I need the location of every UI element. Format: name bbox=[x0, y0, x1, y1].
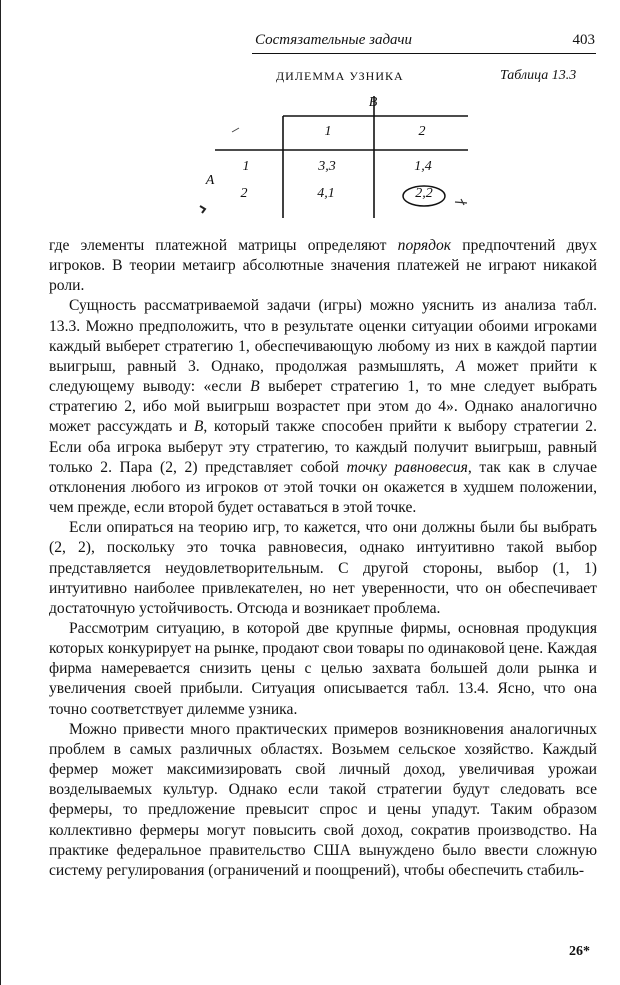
text-run: предпочтений двух игроков. В теории метаигр абсолютные значения платежей не играют никакой роли. bbox=[49, 237, 597, 295]
table-label: Таблица 13.3 bbox=[500, 68, 577, 83]
col-header: 1 bbox=[324, 124, 332, 139]
pencil-mark bbox=[455, 199, 467, 205]
payoff-cell: 3,3 bbox=[318, 159, 336, 174]
pencil-mark bbox=[200, 206, 205, 213]
body-text bbox=[49, 236, 597, 881]
text-run: Можно привести много практических примеров возникновения аналогичных проблем в самых различных областях. Возьмем сельское хозяйство. Каждый фермер может максимизировать свой личный доход, увеличивая урожаи возделываемых культур. Однако если такой стратегии будут следовать все фермеры, то предложение превысит спрос и цены упадут. Таким образом коллективно фермеры могут повысить свой доход, сократив производство. На практике федеральное правительство США вынуждено было ввести сложную систему регулирования (ограничений и поощрений), чтобы обеспечить стабиль- bbox=[49, 720, 597, 879]
payoff-cell: 1,4 bbox=[414, 159, 432, 174]
paragraph bbox=[49, 296, 597, 518]
paragraph bbox=[49, 619, 597, 720]
text-run: Рассмотрим ситуацию, в которой две крупные фирмы, основная продукция которых конкурирует на рынке, продают свои товары по одинаковой цене. Каждая фирма намеревается снизить цены с целью захвата большей доли рынка и увеличения своей прибыли. Ситуация описывается табл. 13.4. Ясно, что она точно соответствует дилемме узника. bbox=[49, 619, 597, 718]
player-a-label: A bbox=[205, 173, 215, 188]
pencil-mark bbox=[232, 128, 239, 132]
paragraph bbox=[49, 236, 597, 296]
text-run: где элементы платежной матрицы определяют bbox=[49, 237, 398, 254]
row-header: 1 bbox=[242, 159, 250, 174]
paragraph bbox=[49, 518, 597, 619]
col-header: 2 bbox=[418, 124, 426, 139]
signature-mark: 26* bbox=[569, 944, 590, 959]
text-run: , так как в случае отклонения любого из игроков от этой точки он окажется в худшем положении, чем прежде, если второй будет оставаться в этой точке. bbox=[49, 458, 597, 517]
emphasis-run: В bbox=[193, 418, 204, 436]
text-run: Если опираться на теорию игр, то кажется, что они должны были бы выбрать (2, 2), поскольку это точка равновесия, однако интуитивно такой выбор представляется неудовлетворительным. С другой стороны, выбор (1, 1) интуитивно наиболее привлекателен, но нет уверенности, что он обеспечивает достаточную устойчивость. Отсюда и возникает проблема. bbox=[49, 519, 597, 617]
text-run: , который также способен прийти к выбору стратегии 2. Если оба игрока выберут эту стратегию, то каждый получит выигрыш, равный только 2. Пара (2, 2) представляет собой bbox=[49, 418, 597, 476]
player-b-label: B bbox=[368, 95, 378, 110]
table-title: ДИЛЕММА УЗНИКА bbox=[276, 69, 404, 83]
emphasis-run: В bbox=[250, 378, 260, 396]
emphasis-run: А bbox=[455, 357, 466, 375]
matrix-grid bbox=[0, 0, 620, 240]
emphasis-run: точку равновесия bbox=[346, 458, 468, 476]
text-run: Сущность рассматриваемой задачи (игры) можно уяснить из анализа табл. 13.3. Можно предположить, что в результате оценки ситуации обоими игроками каждый выберет стратегию 1, обеспечивающую любому из них в каждой партии выигрыш, равный 3. Однако, продолжая размышлять, bbox=[49, 297, 597, 375]
paragraph bbox=[49, 720, 597, 881]
page-number: 403 bbox=[572, 32, 595, 48]
payoff-cell: 4,1 bbox=[317, 186, 335, 201]
emphasis-run: порядок bbox=[397, 237, 452, 254]
running-title: Состязательные задачи bbox=[255, 32, 412, 48]
text-run: может прийти к следующему выводу: «если bbox=[49, 357, 597, 396]
row-header: 2 bbox=[240, 186, 248, 201]
payoff-cell-equilibrium: 2,2 bbox=[415, 186, 433, 201]
text-run: выберет стратегию 1, то мне следует выбрать стратегию 2, ибо мой выигрыш возрастет при этом до 4». Однако аналогично может рассуждать и bbox=[49, 378, 597, 436]
